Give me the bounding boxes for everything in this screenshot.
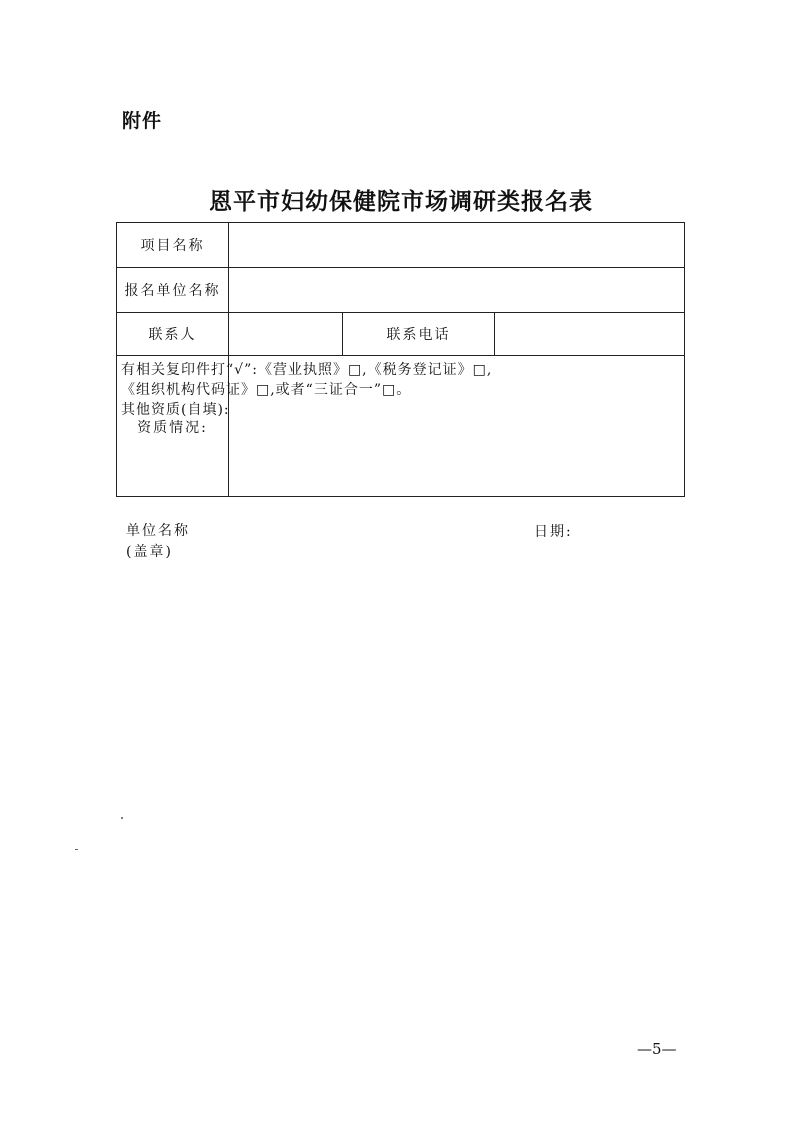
qualification-instructions-line2: 《组织机构代码证》□,或者“三证合一”□。 bbox=[121, 382, 412, 398]
scan-speck bbox=[121, 817, 123, 819]
form-title: 恩平市妇幼保健院市场调研类报名表 bbox=[209, 188, 593, 215]
qualification-instructions-line1: 有相关复印件打“√”:《营业执照》□,《税务登记证》□, bbox=[121, 362, 493, 378]
page-number: —5— bbox=[637, 1040, 677, 1058]
unit-name-label: 报名单位名称 bbox=[117, 268, 229, 313]
attachment-label: 附件 bbox=[122, 110, 163, 132]
project-name-row bbox=[117, 223, 685, 268]
scan-speck bbox=[75, 849, 78, 850]
contact-person-label: 联系人 bbox=[117, 313, 229, 356]
contact-phone-label: 联系电话 bbox=[343, 313, 495, 356]
unit-name-field[interactable] bbox=[229, 268, 685, 313]
contact-row bbox=[117, 313, 685, 356]
qualification-row bbox=[117, 356, 685, 497]
registration-form-table bbox=[116, 222, 685, 497]
footer-seal-label: (盖章) bbox=[126, 544, 173, 560]
footer-unit-block bbox=[126, 521, 190, 563]
qualification-field[interactable] bbox=[115, 356, 571, 497]
footer-date-label: 日期: bbox=[534, 524, 573, 540]
project-name-field[interactable] bbox=[229, 223, 685, 268]
unit-name-row bbox=[117, 268, 685, 313]
contact-phone-field[interactable] bbox=[495, 313, 685, 356]
contact-person-field[interactable] bbox=[229, 313, 343, 356]
qualification-label: 资质情况: bbox=[117, 356, 229, 497]
footer-unit-name-label: 单位名称 bbox=[126, 523, 190, 539]
qualification-other-line: 其他资质(自填): bbox=[121, 402, 230, 418]
project-name-label: 项目名称 bbox=[117, 223, 229, 268]
